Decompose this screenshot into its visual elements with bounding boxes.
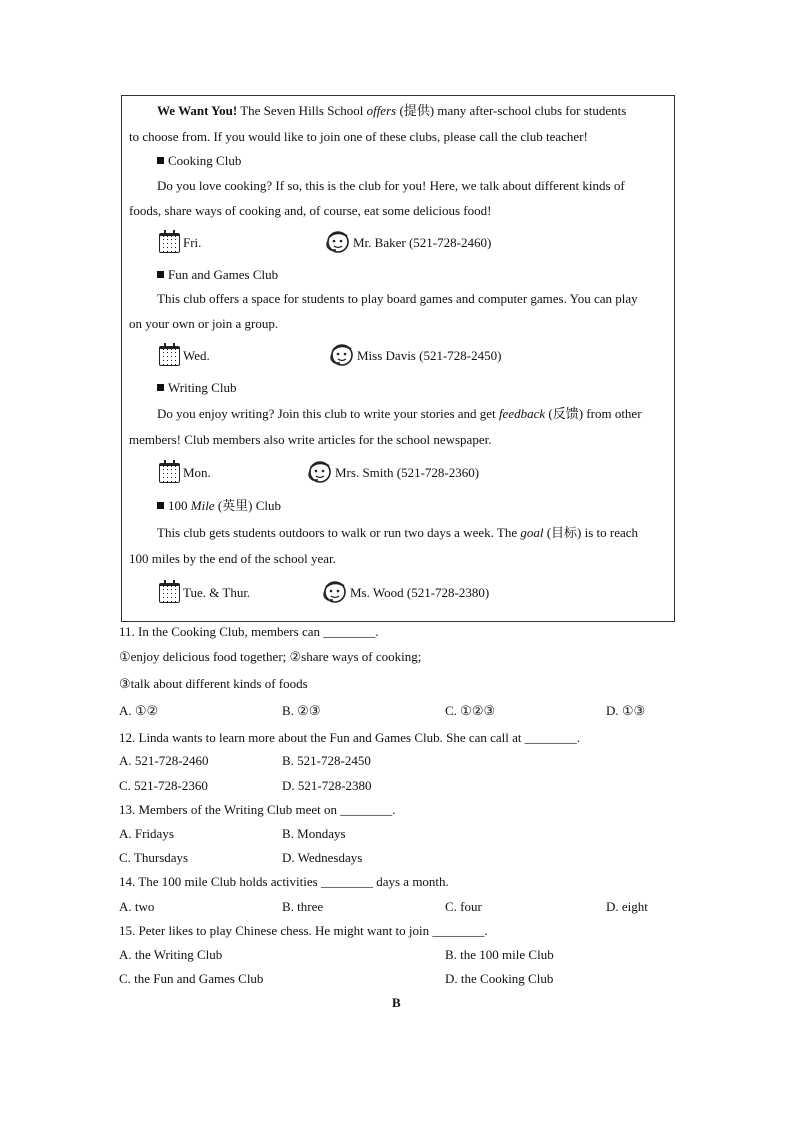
club-cooking-line1: Do you love cooking? If so, this is the club for you! Here, we talk about different kinds of	[157, 178, 625, 193]
club-heading-games	[157, 267, 278, 283]
section-label: B	[392, 995, 401, 1010]
bullet-square	[157, 502, 164, 509]
face-headset-icon	[305, 459, 333, 485]
club-name: Cooking Club	[168, 153, 242, 168]
face-headset-icon	[320, 579, 348, 605]
club-cooking-contact: Mr. Baker (521-728-2460)	[353, 235, 492, 250]
intro-text: The Seven Hills School	[237, 103, 367, 118]
club-mile-goal: goal	[520, 525, 544, 540]
bullet-square	[157, 157, 164, 164]
calendar-icon	[159, 463, 180, 483]
question-11-stem: 11. In the Cooking Club, members can ________.	[119, 624, 379, 639]
club-name-mile: Mile	[190, 498, 215, 513]
club-name: Fun and Games Club	[168, 267, 279, 282]
question-14-option-d[interactable]: D. eight	[606, 899, 648, 914]
question-15-option-c[interactable]: C. the Fun and Games Club	[119, 971, 264, 986]
question-11-option-b[interactable]: B. ②③	[282, 703, 321, 718]
club-heading-cooking	[157, 153, 241, 169]
question-14-option-c[interactable]: C. four	[445, 899, 482, 914]
club-cooking-day: Fri.	[183, 235, 202, 250]
face-headset-icon	[323, 229, 351, 255]
question-13-option-a[interactable]: A. Fridays	[119, 826, 174, 841]
club-writing-line2: members! Club members also write articles for the school newspaper.	[129, 432, 492, 447]
club-games-contact: Miss Davis (521-728-2450)	[357, 348, 502, 363]
bullet-square	[157, 384, 164, 391]
club-cooking-line2: foods, share ways of cooking and, of course, eat some delicious food!	[129, 203, 492, 218]
club-name: 100	[168, 498, 191, 513]
bullet-square	[157, 271, 164, 278]
club-writing-text-2: (反馈) from other	[545, 406, 642, 421]
intro-line-2: to choose from. If you would like to join one of these clubs, please call the club teacher!	[129, 129, 588, 144]
question-12-option-d[interactable]: D. 521-728-2380	[282, 778, 372, 793]
club-mile-text-2: (目标) is to reach	[543, 525, 639, 540]
question-13-option-b[interactable]: B. Mondays	[282, 826, 346, 841]
club-name-2: (英里) Club	[214, 498, 282, 513]
club-mile-text: This club gets students outdoors to walk or run two days a week. The	[157, 525, 521, 540]
calendar-icon	[159, 583, 180, 603]
club-writing-day: Mon.	[183, 465, 211, 480]
question-11-extra-1: ①enjoy delicious food together; ②share ways of cooking;	[119, 649, 422, 664]
calendar-icon	[159, 346, 180, 366]
question-12-option-b[interactable]: B. 521-728-2450	[282, 753, 371, 768]
intro-title: We Want You!	[157, 103, 238, 118]
club-name: Writing Club	[168, 380, 237, 395]
club-mile-day: Tue. & Thur.	[183, 585, 251, 600]
club-games-day: Wed.	[183, 348, 210, 363]
question-14-option-b[interactable]: B. three	[282, 899, 324, 914]
question-14-stem: 14. The 100 mile Club holds activities ________ days a month.	[119, 874, 449, 889]
question-15-option-a[interactable]: A. the Writing Club	[119, 947, 223, 962]
question-11-extra-2: ③talk about different kinds of foods	[119, 676, 308, 691]
club-games-line1: This club offers a space for students to play board games and computer games. You can play	[157, 291, 638, 306]
question-13-option-c[interactable]: C. Thursdays	[119, 850, 189, 865]
question-15-option-d[interactable]: D. the Cooking Club	[445, 971, 554, 986]
question-15-stem: 15. Peter likes to play Chinese chess. He might want to join ________.	[119, 923, 488, 938]
club-writing-text: Do you enjoy writing? Join this club to write your stories and get	[157, 406, 499, 421]
intro-text-2: (提供) many after-school clubs for students	[396, 103, 627, 118]
question-12-option-a[interactable]: A. 521-728-2460	[119, 753, 209, 768]
club-mile-contact: Ms. Wood (521-728-2380)	[350, 585, 490, 600]
calendar-icon	[159, 233, 180, 253]
club-heading-mile	[157, 498, 281, 514]
intro-line-1	[157, 103, 626, 119]
question-13-stem: 13. Members of the Writing Club meet on ________.	[119, 802, 396, 817]
club-mile-line1	[157, 525, 638, 541]
question-12-option-c[interactable]: C. 521-728-2360	[119, 778, 208, 793]
question-15-option-b[interactable]: B. the 100 mile Club	[445, 947, 554, 962]
question-11-option-a[interactable]: A. ①②	[119, 703, 159, 718]
question-11-option-d[interactable]: D. ①③	[606, 703, 646, 718]
club-writing-line1	[157, 406, 642, 422]
question-13-option-d[interactable]: D. Wednesdays	[282, 850, 363, 865]
club-heading-writing	[157, 380, 236, 396]
club-writing-contact: Mrs. Smith (521-728-2360)	[335, 465, 480, 480]
club-writing-feedback: feedback	[498, 406, 546, 421]
intro-offers: offers	[366, 103, 397, 118]
question-12-stem: 12. Linda wants to learn more about the Fun and Games Club. She can call at ________.	[119, 730, 581, 745]
face-headset-icon	[327, 342, 355, 368]
question-14-option-a[interactable]: A. two	[119, 899, 155, 914]
club-mile-line2: 100 miles by the end of the school year.	[129, 551, 336, 566]
question-11-option-c[interactable]: C. ①②③	[445, 703, 496, 718]
club-games-line2: on your own or join a group.	[129, 316, 279, 331]
